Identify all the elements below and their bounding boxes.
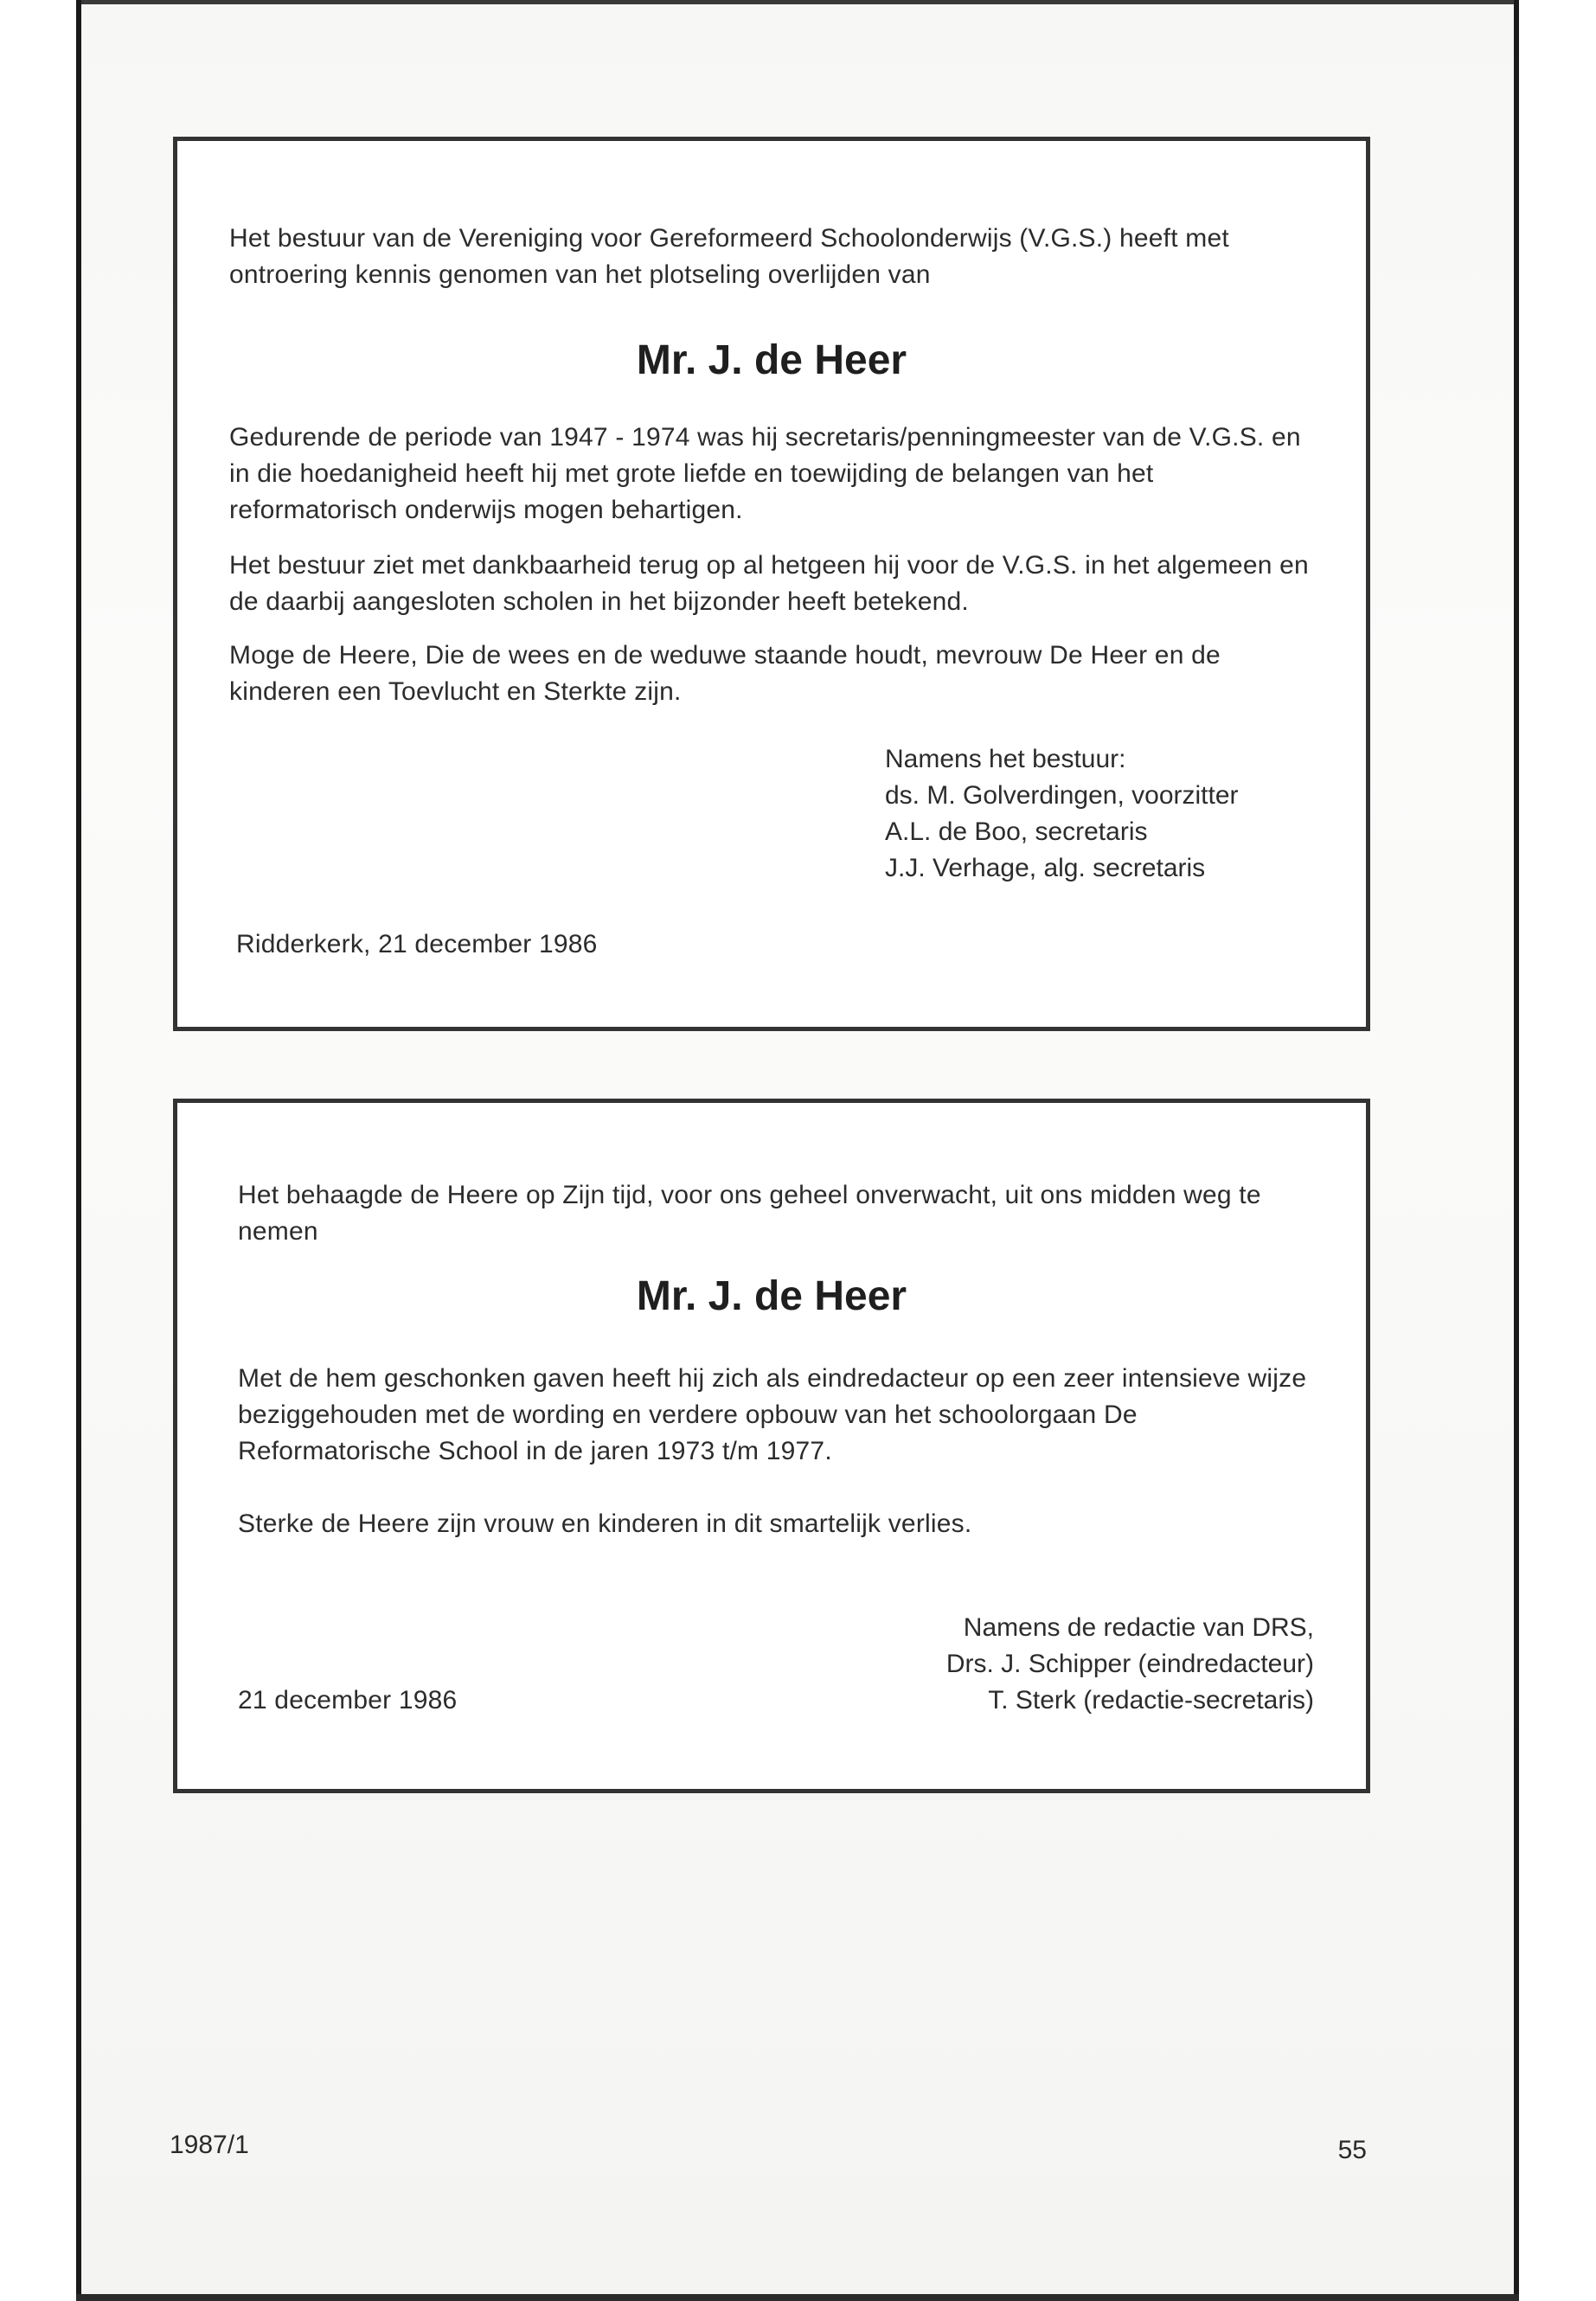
notice-1-place-date: Ridderkerk, 21 december 1986 (236, 930, 598, 958)
obituary-notice-vgs (173, 137, 1370, 1031)
footer-issue-number: 1987/1 (170, 2131, 249, 2159)
notice-1-signature-line: ds. M. Golverdingen, voorzitter (885, 781, 1239, 810)
notice-1-signature-line: J.J. Verhage, alg. secretaris (885, 854, 1206, 882)
notice-2-date: 21 december 1986 (238, 1686, 458, 1715)
notice-2-paragraph-2: Sterke de Heere zijn vrouw en kinderen in dit smartelijk verlies. (238, 1509, 972, 1538)
notice-1-signature-block (885, 741, 1335, 887)
page-edge-top (76, 0, 1519, 4)
notice-1-paragraph-1: Gedurende de periode van 1947 - 1974 was hij secretaris/penningmeester van de V.G.S. en in die hoedanigheid heeft hij met grote liefde en toewijding de belangen van het reformatorisch onderwijs mogen behartigen. (229, 423, 1301, 524)
page-edge-left (76, 0, 81, 2301)
notice-1-name-heading: Mr. J. de Heer (636, 337, 907, 383)
notice-2-signature-line: Drs. J. Schipper (eindredacteur) (945, 1650, 1314, 1678)
notice-2-signature-line: Namens de redactie van DRS, (963, 1613, 1314, 1642)
page-edge-bottom (76, 2294, 1519, 2301)
notice-1-signature-line: A.L. de Boo, secretaris (885, 817, 1148, 846)
notice-2-intro: Het behaagde de Heere op Zijn tijd, voor ons geheel onverwacht, uit ons midden weg te nemen (238, 1181, 1261, 1246)
notice-2-signature-line: T. Sterk (redactie-secretaris) (988, 1686, 1314, 1715)
notice-2-name-heading: Mr. J. de Heer (636, 1273, 907, 1319)
notice-1-paragraph-3: Moge de Heere, Die de wees en de weduwe staande houdt, mevrouw De Heer en de kinderen een Toevlucht en Sterkte zijn. (229, 641, 1221, 706)
notice-1-signature-line: Namens het bestuur: (885, 745, 1126, 773)
notice-2-signature-block (778, 1610, 1314, 1719)
notice-2-paragraph-1: Met de hem geschonken gaven heeft hij zich als eindredacteur op een zeer intensieve wijze beziggehouden met de wording en verdere opbouw van het schoolorgaan De Reformatorische School in de jaren 1973 t/m 1977. (238, 1364, 1307, 1465)
page-edge-right (1514, 0, 1519, 2301)
notice-1-paragraph-2: Het bestuur ziet met dankbaarheid terug op al hetgeen hij voor de V.G.S. in het algemeen en de daarbij aangesloten scholen in het bijzonder heeft betekend. (229, 551, 1309, 616)
obituary-notice-drs (173, 1099, 1370, 1793)
footer-page-number: 55 (1337, 2136, 1367, 2164)
notice-1-intro: Het bestuur van de Vereniging voor Gereformeerd Schoolonderwijs (V.G.S.) heeft met ontroering kennis genomen van het plotseling overlijden van (229, 224, 1229, 289)
